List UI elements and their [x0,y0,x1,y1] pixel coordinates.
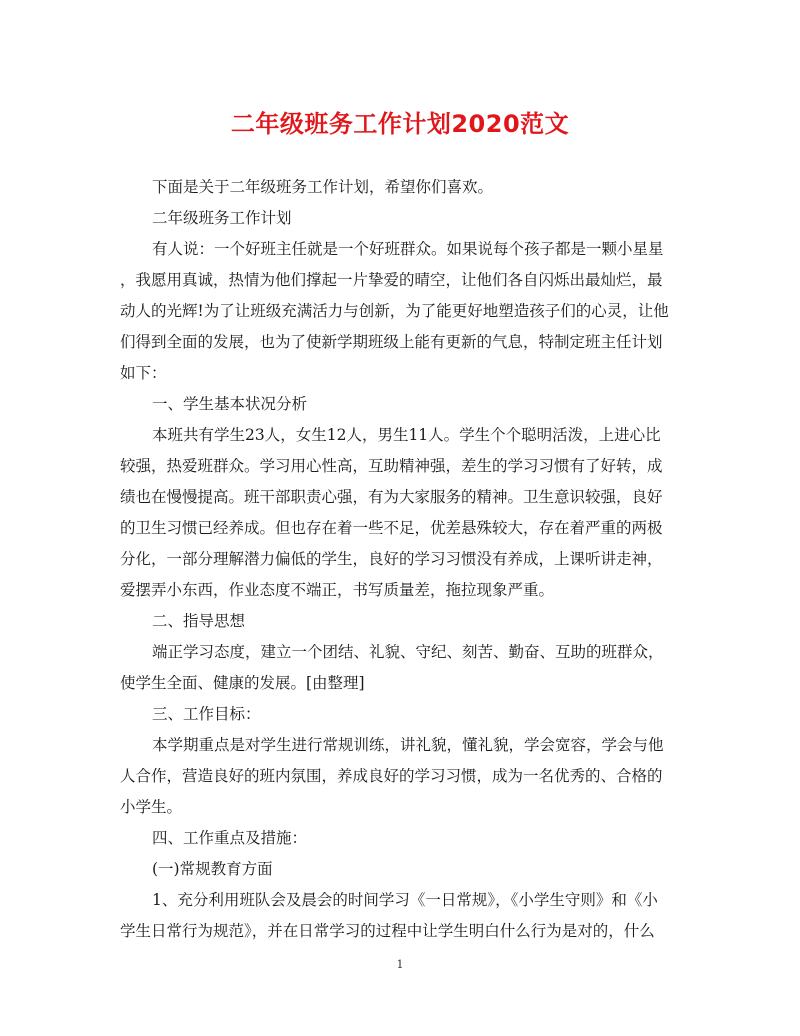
paragraph-line: ，我愿用真诚，热情为他们撑起一片挚爱的晴空，让他们各自闪烁出最灿烂，最 [120,271,663,289]
section-heading: 二年级班务工作计划 [152,209,292,227]
page-number: 1 [396,958,404,971]
paragraph-line: 1、充分利用班队会及晨会的时间学习《一日常规》，《小学生守则》和《小 [152,891,658,909]
paragraph-line: 本班共有学生23人，女生12人，男生11人。学生个个聪明活泼，上进心比 [152,426,661,444]
paragraph-line: 人合作，营造良好的班内氛围，养成良好的学习习惯，成为一名优秀的、合格的 [120,767,663,785]
section-heading: 三、工作目标： [152,705,261,723]
paragraph-line: 如下： [120,364,167,382]
paragraph-line: 端正学习态度，建立一个团结、礼貌、守纪、刻苦、勤奋、互助的班群众， [152,643,664,661]
section-heading: 二、指导思想 [152,612,246,630]
paragraph-line: 绩也在慢慢提高。班干部职责心强，有为大家服务的精神。卫生意识较强，良好 [120,488,663,506]
subsection-heading: (一)常规教育方面 [152,860,273,878]
paragraph-line: 的卫生习惯已经养成。但也存在着一些不足，优差悬殊较大，存在着严重的两极 [120,519,663,537]
paragraph-line: 使学生全面、健康的发展。[由整理] [120,674,365,692]
paragraph-line: 学生日常行为规范》，并在日常学习的过程中让学生明白什么行为是对的，什么 [120,922,655,940]
section-heading: 一、学生基本状况分析 [152,395,308,413]
document-title: 二年级班务工作计划2020范文 [230,110,570,138]
section-heading: 四、工作重点及措施： [152,829,308,847]
paragraph-line: 本学期重点是对学生进行常规训练，讲礼貌，懂礼貌，学会宽容，学会与他 [152,736,664,754]
paragraph-line: 较强，热爱班群众。学习用心性高，互助精神强，差生的学习习惯有了好转，成 [120,457,663,475]
paragraph-line: 爱摆弄小东西，作业态度不端正，书写质量差，拖拉现象严重。 [120,581,555,599]
paragraph-line: 动人的光辉!为了让班级充满活力与创新，为了能更好地塑造孩子们的心灵，让他 [120,302,669,320]
paragraph-line: 下面是关于二年级班务工作计划，希望你们喜欢。 [152,178,494,196]
paragraph-line: 们得到全面的发展，也为了使新学期班级上能有更新的气息，特制定班主任计划 [120,333,663,351]
paragraph-line: 分化，一部分理解潜力偏低的学生，良好的学习习惯没有养成，上课听讲走神， [120,550,663,568]
document-body [120,172,680,947]
paragraph-line: 有人说：一个好班主任就是一个好班群众。如果说每个孩子都是一颗小星星 [152,240,664,258]
paragraph-line: 小学生。 [120,798,183,816]
